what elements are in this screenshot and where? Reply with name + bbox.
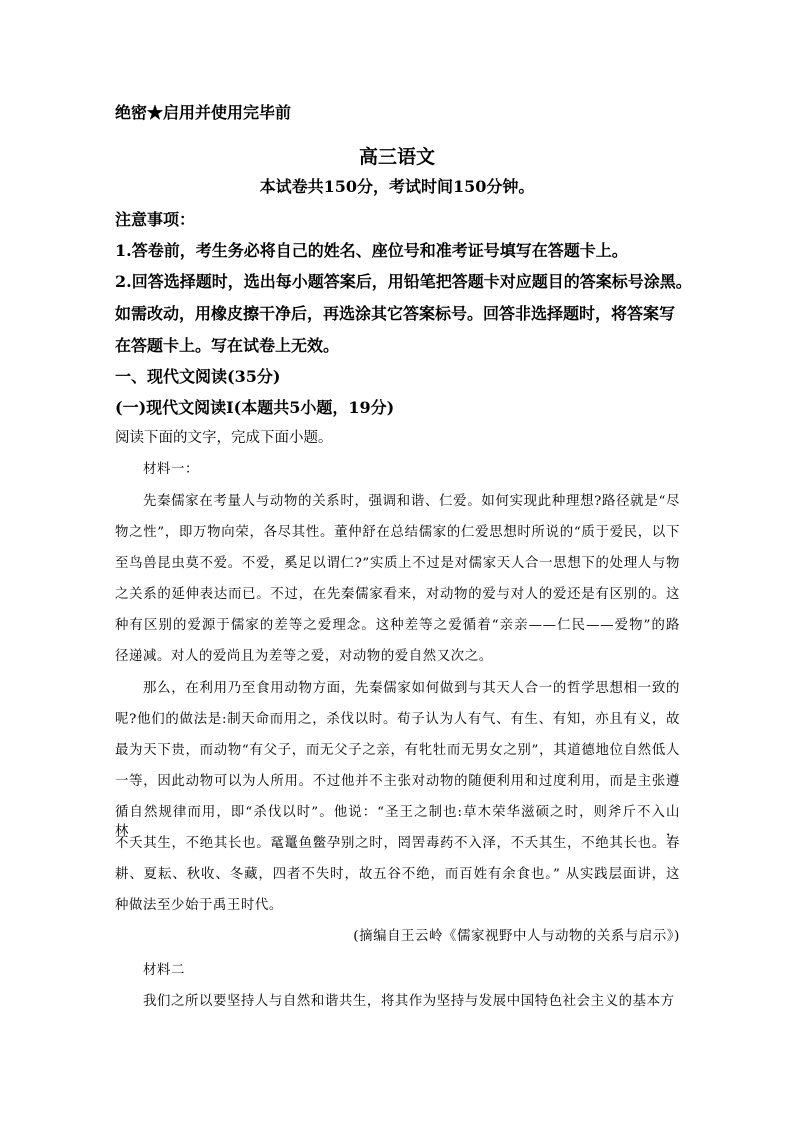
notes-heading: 注意事项： (115, 210, 196, 229)
material-1-p2-line: 循自然规律而用，即“杀伐以时”。他说：“圣王之制也:草木荣华滋硕之时，则斧斤不入山林， (115, 805, 680, 839)
exam-subtitle: 本试卷共150分，考试时间150分钟。 (259, 177, 535, 196)
section-subtitle: (一)现代文阅读Ⅰ(本题共5小题，19分) (115, 398, 395, 417)
material-1-p2-line: 耕、夏耘、秋收、冬藏，四者不失时，故五谷不绝，而百姓有余食也。” 从实践层面讲，这 (115, 867, 680, 882)
material-1-p1-line: 物之性”，即万物向荣，各尽其性。董仲舒在总结儒家的仁爱思想时所说的“质于爱民，以下 (115, 525, 680, 540)
material-1-p2-line: 那么，在利用乃至食用动物方面，先秦儒家如何做到与其天人合一的哲学思想相一致的 (143, 681, 680, 696)
material-1-label: 材料一： (143, 462, 199, 477)
exam-title: 高三语文 (358, 146, 435, 168)
material-2-label: 材料二 (143, 963, 185, 978)
material-1-p1-line: 之关系的延伸表达而已。不过，在先秦儒家看来，对动物的爱与对人的爱还是有区别的。这 (115, 587, 680, 602)
material-1-p2-line: 不夭其生，不绝其长也。鼋鼍鱼鳖孕别之时，罔罟毒药不入泽，不夭其生，不绝其长也。春 (115, 836, 680, 851)
material-1-p1-line: 至鸟兽昆虫莫不爱。不爱，奚足以谓仁?”实质上不过是对儒家天人合一思想下的处理人与物 (115, 556, 680, 571)
material-1-p2-line: 种做法至少始于禹王时代。 (115, 898, 283, 913)
material-1-p1-line: 径递减。对人的爱尚且为差等之爱，对动物的爱自然又次之。 (115, 649, 493, 664)
material-1-p2-line: 一等，因此动物可以为人所用。不过他并不主张对动物的随便利用和过度利用，而是主张遵 (115, 774, 680, 789)
note-item-2-line-2: 如需改动，用橡皮擦干净后，再选涂其它答案标号。回答非选择题时，将答案写 (115, 304, 676, 323)
material-1-source: (摘编自王云岭《儒家视野中人与动物的关系与启示》) (353, 929, 680, 944)
note-item-2-line-3: 在答题卡上。写在试卷上无效。 (115, 336, 340, 355)
material-2-p1-line: 我们之所以要坚持人与自然和谐共生，将其作为坚持与发展中国特色社会主义的基本方 (143, 994, 675, 1009)
section-title: 一、现代文阅读(35分) (115, 367, 281, 386)
section-instruction: 阅读下面的文字，完成下面小题。 (115, 430, 333, 446)
material-1-p1-line: 种有区别的爱源于儒家的差等之爱理念。这种差等之爱循着“亲亲——仁民——爱物”的路 (115, 618, 680, 633)
confidential-label: 绝密★启用并使用完毕前 (115, 103, 292, 122)
note-item-2-line-1: 2.回答选择题时，选出每小题答案后，用铅笔把答题卡对应题目的答案标号涂黑。 (115, 272, 692, 291)
note-item-1: 1.答卷前，考生务必将自己的姓名、座位号和准考证号填写在答题卡上。 (115, 241, 628, 260)
material-1-p1-line: 先秦儒家在考量人与动物的关系时，强调和谐、仁爱。如何实现此种理想?路径就是“尽 (143, 494, 680, 509)
material-1-p2-line: 呢?他们的做法是:制天命而用之，杀伐以时。荀子认为人有气、有生、有知，亦且有义，故 (115, 712, 680, 727)
material-1-p2-line: 最为天下贵，而动物“有父子，而无父子之亲，有牝牡而无男女之别”，其道德地位自然低人 (115, 743, 680, 758)
